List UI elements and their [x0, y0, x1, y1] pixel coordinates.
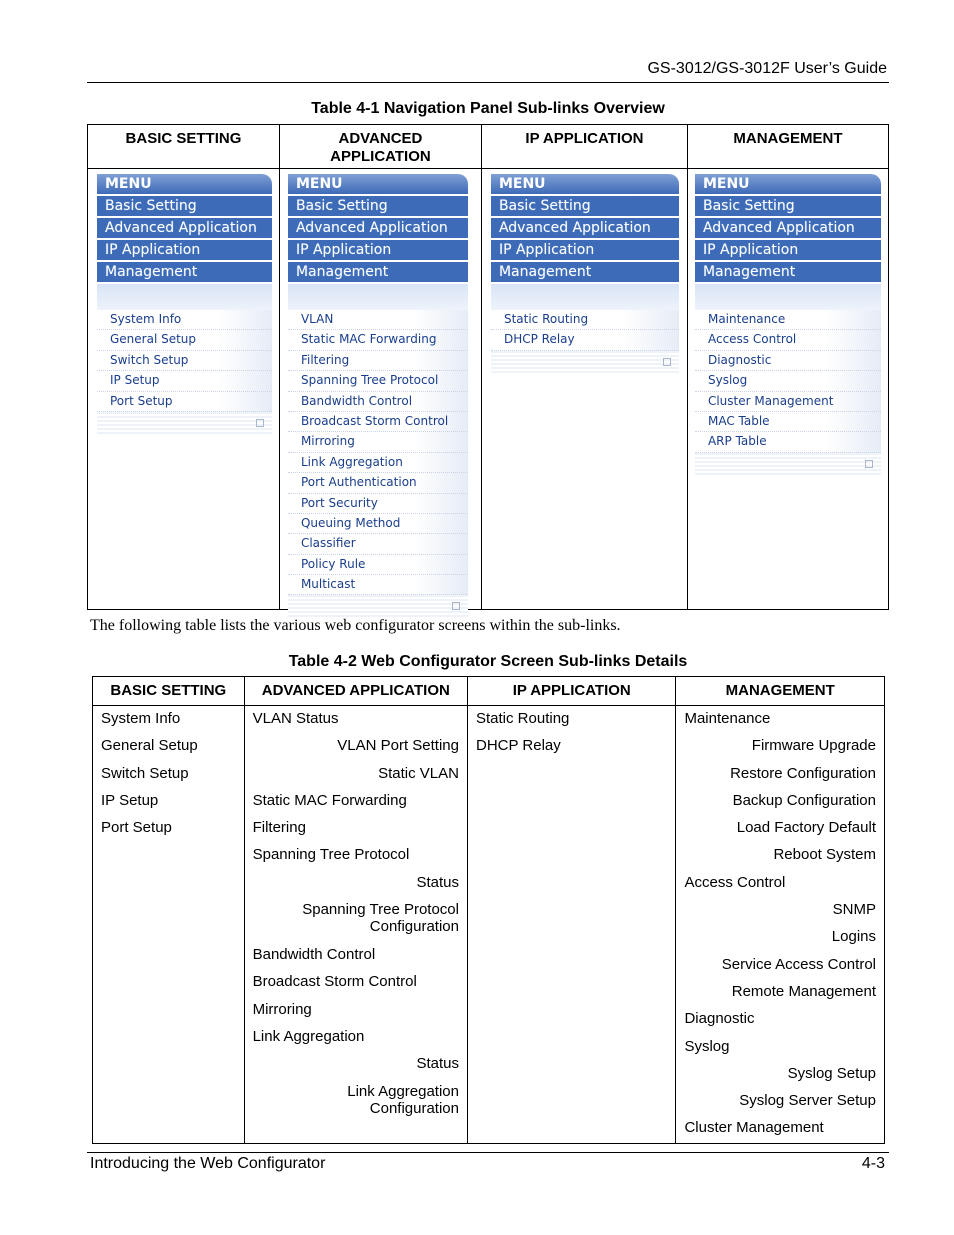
submenu-link[interactable]: Link Aggregation: [288, 453, 468, 473]
menu-panel-basic: [97, 174, 272, 434]
screen-entry: Backup Configuration: [732, 791, 876, 809]
t1-cell-management: [687, 169, 888, 610]
submenu-link[interactable]: MAC Table: [695, 412, 881, 432]
resize-handle-icon: [865, 460, 873, 468]
submenu-list: [695, 310, 881, 453]
screen-entry: Link Aggregation Configuration: [347, 1082, 459, 1117]
t1-cell-ip: [481, 169, 687, 610]
menu-item[interactable]: Management: [695, 260, 881, 284]
t2-header-advanced: ADVANCED APPLICATION: [244, 677, 467, 706]
menu-item[interactable]: Advanced Application: [491, 216, 679, 238]
submenu-link[interactable]: Cluster Management: [695, 392, 881, 412]
t1-header-management: MANAGEMENT: [687, 125, 888, 169]
screen-entry: Firmware Upgrade: [751, 737, 876, 755]
menu-separator: [288, 284, 468, 310]
t2-column-ip: [468, 706, 676, 1144]
submenu-link[interactable]: ARP Table: [695, 432, 881, 452]
t2-column-basic: [93, 706, 245, 1144]
submenu-link[interactable]: Classifier: [288, 534, 468, 554]
table1-caption: Table 4-1 Navigation Panel Sub-links Overview: [311, 100, 665, 117]
footer-page-number: 4-3: [861, 1155, 885, 1172]
screen-entry: Diagnostic: [684, 1010, 755, 1028]
menu-item[interactable]: Basic Setting: [288, 194, 468, 216]
menu-item[interactable]: Management: [97, 260, 272, 284]
screen-entry: SNMP: [832, 901, 876, 919]
screen-entry: Static Routing: [476, 710, 570, 727]
menu-separator: [97, 284, 272, 310]
submenu-list: [97, 310, 272, 412]
submenu-list: [491, 310, 679, 351]
submenu-link[interactable]: Policy Rule: [288, 555, 468, 575]
menu-item[interactable]: Basic Setting: [97, 194, 272, 216]
screen-entry: Status: [416, 873, 459, 891]
t1-header-ip: IP APPLICATION: [481, 125, 687, 169]
header-rule: [87, 82, 889, 83]
menu-separator: [491, 284, 679, 310]
menu-footer: [695, 453, 881, 475]
screen-entry: Load Factory Default: [736, 819, 876, 837]
menu-item[interactable]: IP Application: [491, 238, 679, 260]
navigation-overview-table: [87, 124, 889, 610]
screen-entry: General Setup: [101, 737, 198, 755]
screen-entry: Spanning Tree Protocol Configuration: [302, 901, 459, 936]
t1-header-basic: BASIC SETTING: [88, 125, 280, 169]
screen-entry: IP Setup: [101, 791, 159, 809]
submenu-link[interactable]: Mirroring: [288, 432, 468, 452]
t1-cell-basic: [88, 169, 280, 610]
screen-entry: Maintenance: [684, 710, 771, 727]
menu-item[interactable]: Management: [491, 260, 679, 284]
screen-entry: Service Access Control: [721, 955, 876, 973]
screen-entry: Syslog Setup: [787, 1064, 876, 1082]
t2-header-basic: BASIC SETTING: [93, 677, 245, 706]
t2-header-management: MANAGEMENT: [676, 677, 885, 706]
menu-footer: [97, 412, 272, 434]
screen-entry: Switch Setup: [101, 764, 189, 782]
menu-item[interactable]: Basic Setting: [695, 194, 881, 216]
submenu-link[interactable]: IP Setup: [97, 371, 272, 391]
screen-entry: Cluster Management: [684, 1119, 824, 1137]
submenu-link[interactable]: Switch Setup: [97, 351, 272, 371]
t1-header-advanced: ADVANCED APPLICATION: [279, 125, 481, 169]
menu-title: MENU: [97, 174, 272, 194]
submenu-link[interactable]: Filtering: [288, 351, 468, 371]
screen-entry: Access Control: [684, 873, 786, 891]
submenu-link[interactable]: System Info: [97, 310, 272, 330]
submenu-link[interactable]: Broadcast Storm Control: [288, 412, 468, 432]
menu-item[interactable]: Advanced Application: [288, 216, 468, 238]
screen-entry: Syslog Server Setup: [739, 1092, 876, 1110]
intro-text: The following table lists the various web configurator screens within the sub-links.: [90, 617, 621, 634]
screen-entry: VLAN Status: [252, 710, 339, 727]
t2-column-management: [676, 706, 885, 1144]
menu-item[interactable]: Advanced Application: [97, 216, 272, 238]
t2-header-ip: IP APPLICATION: [468, 677, 676, 706]
screen-entry: Status: [416, 1055, 459, 1073]
submenu-link[interactable]: General Setup: [97, 330, 272, 350]
screen-entry: Broadcast Storm Control: [252, 973, 417, 991]
screen-entry: Link Aggregation: [252, 1027, 365, 1045]
submenu-link[interactable]: Static MAC Forwarding: [288, 330, 468, 350]
submenu-link[interactable]: Port Authentication: [288, 473, 468, 493]
screen-entry: System Info: [101, 710, 181, 727]
submenu-link[interactable]: Multicast: [288, 575, 468, 595]
menu-title: MENU: [288, 174, 468, 194]
footer-rule: [87, 1152, 889, 1153]
screen-details-table: [92, 676, 885, 1144]
submenu-link[interactable]: Spanning Tree Protocol: [288, 371, 468, 391]
t1-cell-advanced: [279, 169, 481, 610]
submenu-link[interactable]: Port Security: [288, 494, 468, 514]
menu-panel-management: [695, 174, 881, 475]
submenu-link[interactable]: Bandwidth Control: [288, 392, 468, 412]
resize-handle-icon: [452, 602, 460, 610]
resize-handle-icon: [663, 358, 671, 366]
submenu-link[interactable]: Syslog: [695, 371, 881, 391]
menu-item[interactable]: IP Application: [97, 238, 272, 260]
submenu-link[interactable]: Queuing Method: [288, 514, 468, 534]
submenu-link[interactable]: DHCP Relay: [491, 330, 679, 350]
screen-entry: Restore Configuration: [730, 764, 876, 782]
screen-entry: Static MAC Forwarding: [252, 791, 407, 809]
menu-item[interactable]: Management: [288, 260, 468, 284]
resize-handle-icon: [256, 419, 264, 427]
submenu-link[interactable]: VLAN: [288, 310, 468, 330]
screen-entry: Filtering: [252, 819, 306, 837]
submenu-link[interactable]: Diagnostic: [695, 351, 881, 371]
menu-footer: [288, 595, 468, 617]
menu-title: MENU: [695, 174, 881, 194]
menu-item[interactable]: Advanced Application: [695, 216, 881, 238]
menu-item[interactable]: Basic Setting: [491, 194, 679, 216]
menu-panel-advanced: [288, 174, 468, 617]
screen-entry: Port Setup: [101, 819, 172, 837]
screen-entry: Static VLAN: [378, 764, 459, 782]
footer-section-title: Introducing the Web Configurator: [90, 1155, 326, 1172]
screen-entry: Syslog: [684, 1037, 730, 1055]
screen-entry: Remote Management: [731, 982, 876, 1000]
screen-entry: VLAN Port Setting: [337, 737, 459, 755]
menu-item[interactable]: IP Application: [288, 238, 468, 260]
menu-panel-ip: [491, 174, 679, 373]
submenu-link[interactable]: Access Control: [695, 330, 881, 350]
table2-caption: Table 4-2 Web Configurator Screen Sub-links Details: [288, 653, 688, 670]
submenu-link[interactable]: Static Routing: [491, 310, 679, 330]
submenu-link[interactable]: Maintenance: [695, 310, 881, 330]
menu-footer: [491, 351, 679, 373]
screen-entry: Bandwidth Control: [252, 946, 376, 964]
menu-item[interactable]: IP Application: [695, 238, 881, 260]
screen-entry: DHCP Relay: [476, 737, 561, 755]
submenu-list: [288, 310, 468, 595]
menu-title: MENU: [491, 174, 679, 194]
menu-separator: [695, 284, 881, 310]
document-header-title: GS-3012/GS-3012F User’s Guide: [647, 60, 887, 77]
t2-column-advanced: [244, 706, 467, 1144]
submenu-link[interactable]: Port Setup: [97, 392, 272, 412]
screen-entry: Reboot System: [773, 846, 876, 864]
screen-entry: Mirroring: [252, 1000, 312, 1018]
screen-entry: Spanning Tree Protocol: [252, 846, 410, 864]
screen-entry: Logins: [831, 928, 876, 946]
